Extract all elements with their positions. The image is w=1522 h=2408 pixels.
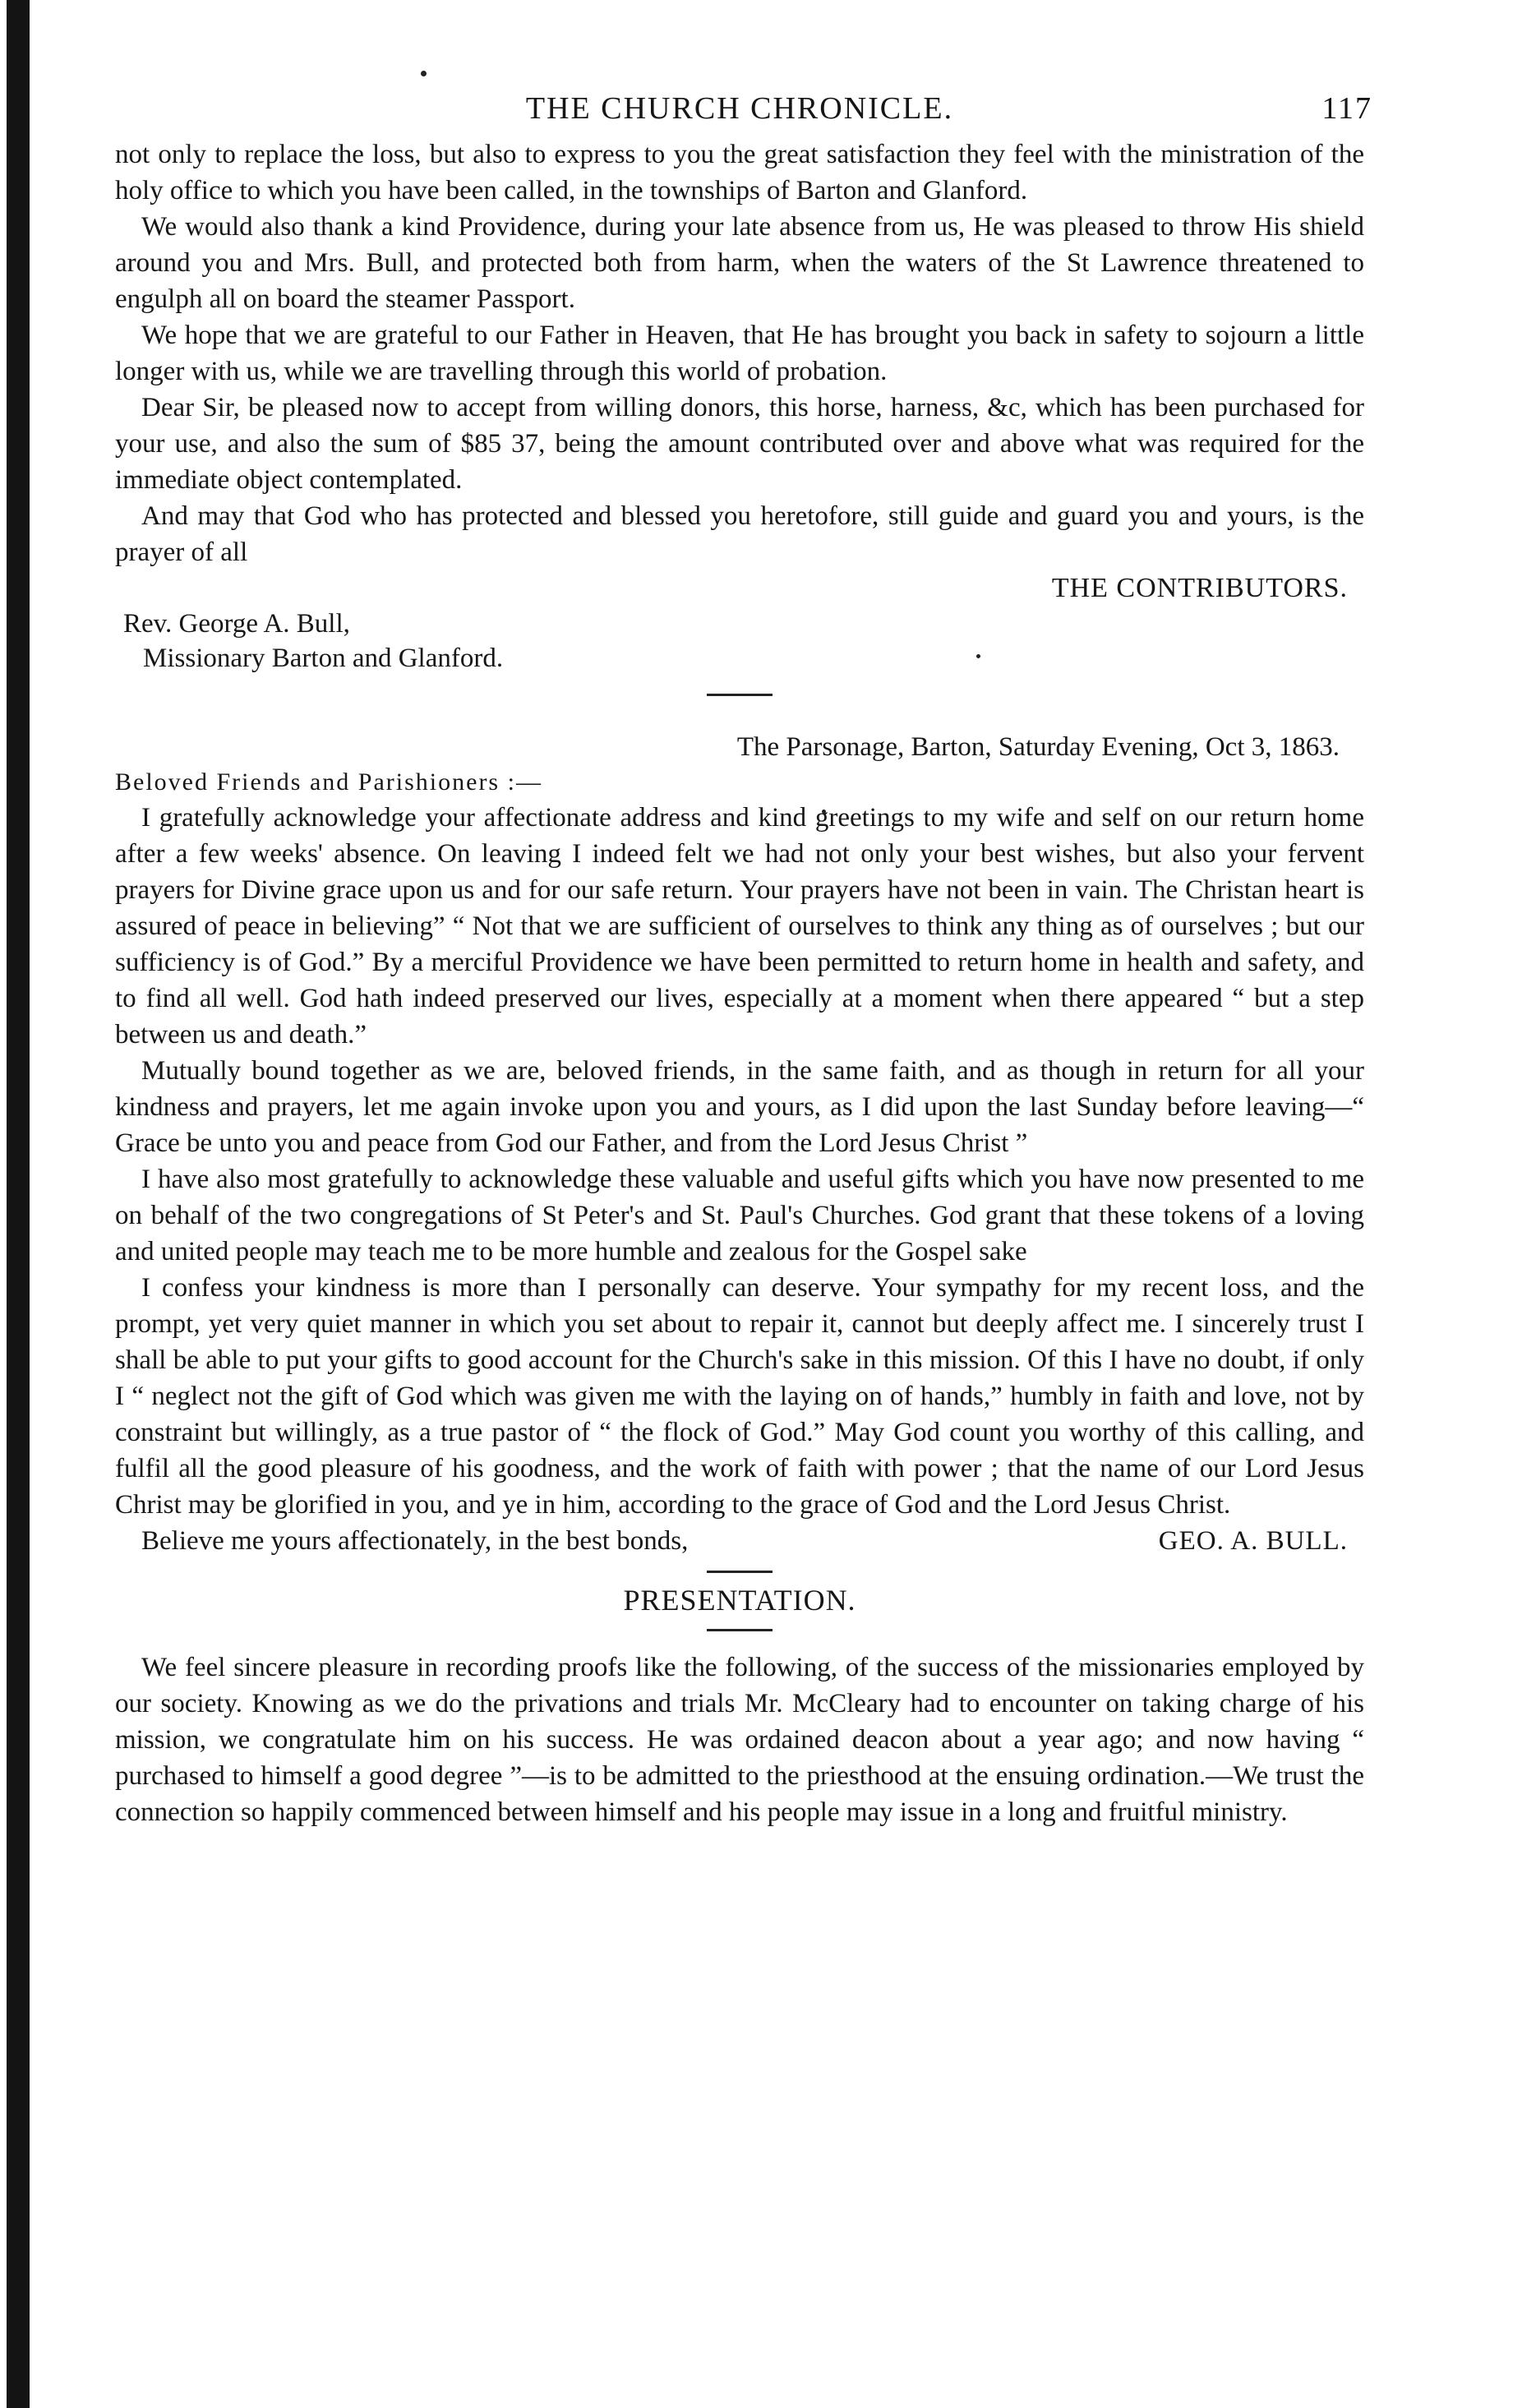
reply-closing-row <box>115 1523 1364 1559</box>
section-divider <box>707 1571 773 1573</box>
address-paragraph: We hope that we are grateful to our Father in Heaven, that He has brought you back in safety to sojourn a little longer with us, while we are travelling through this world of probation. <box>115 321 1364 386</box>
addressee-name: Rev. George A. Bull, <box>123 609 350 639</box>
reply-paragraph: Mutually bound together as we are, beloved friends, in the same faith, and as though in return for all your kindness and prayers, let me again invoke upon you and yours, as I did upon the last Sunday before leaving—“ Grace be unto you and peace from God our Father, and from the Lord Jesus Christ ” <box>115 1056 1364 1158</box>
presentation-heading: PRESENTATION. <box>623 1584 856 1617</box>
page-content <box>115 82 1372 1830</box>
page-binding-edge <box>7 0 30 2408</box>
address-paragraph: We would also thank a kind Providence, during your late absence from us, He was pleased to throw His shield around you and Mrs. Bull, and protected both from harm, when the waters of the St Lawrence threatened to engulph all on board the steamer Passport. <box>115 212 1364 314</box>
page-number: 117 <box>1321 91 1372 126</box>
reply-salutation: Beloved Friends and Parishioners :— <box>115 768 542 796</box>
address-section <box>115 136 1364 676</box>
ink-speck <box>421 71 427 76</box>
reply-signature: GEO. A. BULL. <box>1158 1526 1348 1556</box>
contributors-signature: THE CONTRIBUTORS. <box>1051 573 1348 603</box>
address-paragraph: And may that God who has protected and blessed you heretofore, still guide and guard you and yours, is the prayer of all <box>115 501 1364 567</box>
reply-paragraph: I gratefully acknowledge your affectionate address and kind greetings to my wife and self on our return home after a few weeks' absence. On leaving I indeed felt we had not only your best wishes, but also your fervent prayers for Divine grace upon us and for our safe return. Your prayers have not been in vain. The Christan heart is assured of peace in believing” “ Not that we are sufficient of ourselves to think any thing as of ourselves ; but our sufficiency is of God.” By a merciful Providence we have been permitted to return home in health and safety, and to find all well. God hath indeed preserved our lives, especially at a moment when there appeared “ but a step between us and death.” <box>115 803 1364 1049</box>
header-title: THE CHURCH CHRONICLE. <box>525 91 954 126</box>
section-divider <box>707 694 773 696</box>
reply-paragraph: I confess your kindness is more than I personally can deserve. Your sympathy for my recent loss, and the prompt, yet very quiet manner in which you set about to repair it, cannot but deeply affect me. I sincerely trust I shall be able to put your gifts to good account for the Church's sake in this mission. Of this I have no doubt, if only I “ neglect not the gift of God which was given me with the laying on of hands,” humbly in faith and love, not by constraint but willingly, as a true pastor of “ the flock of God.” May God count you worthy of this calling, and fulfil all the good pleasure of his goodness, and the work of faith with power ; that the name of our Lord Jesus Christ may be glorified in you, and ye in him, according to the grace of God and the Lord Jesus Christ. <box>115 1273 1364 1520</box>
running-header <box>115 82 1372 131</box>
address-paragraph: Dear Sir, be pleased now to accept from willing donors, this horse, harness, &c, which has been purchased for your use, and also the sum of $85 37, being the amount contributed over and above what was required for the immediate object contemplated. <box>115 393 1364 495</box>
heading-underline <box>707 1629 773 1631</box>
reply-dateline: The Parsonage, Barton, Saturday Evening, Oct 3, 1863. <box>736 732 1340 762</box>
reply-section <box>115 729 1364 1559</box>
address-paragraph: not only to replace the loss, but also to express to you the great satisfaction they feel with the ministration of the holy office to which you have been called, in the townships of Barton and Glanford. <box>115 140 1364 205</box>
reply-closing: Believe me yours affectionately, in the best bonds, <box>141 1526 689 1556</box>
presentation-section <box>115 1583 1364 1830</box>
presentation-paragraph: We feel sincere pleasure in recording proofs like the following, of the success of the missionaries employed by our society. Knowing as we do the privations and trials Mr. McCleary had to encounter on taking charge of his mission, we congratulate him on his success. He was ordained deacon about a year ago; and now having “ purchased to himself a good degree ”—is to be admitted to the priesthood at the ensuing ordination.—We trust the connection so happily commenced between himself and his people may issue in a long and fruitful ministry. <box>115 1653 1364 1827</box>
addressee-title: Missionary Barton and Glanford. <box>143 644 504 673</box>
reply-paragraph: I have also most gratefully to acknowledge these valuable and useful gifts which you have now presented to me on behalf of the two congregations of St Peter's and St. Paul's Churches. God grant that these tokens of a loving and united people may teach me to be more humble and zealous for the Gospel sake <box>115 1165 1364 1266</box>
